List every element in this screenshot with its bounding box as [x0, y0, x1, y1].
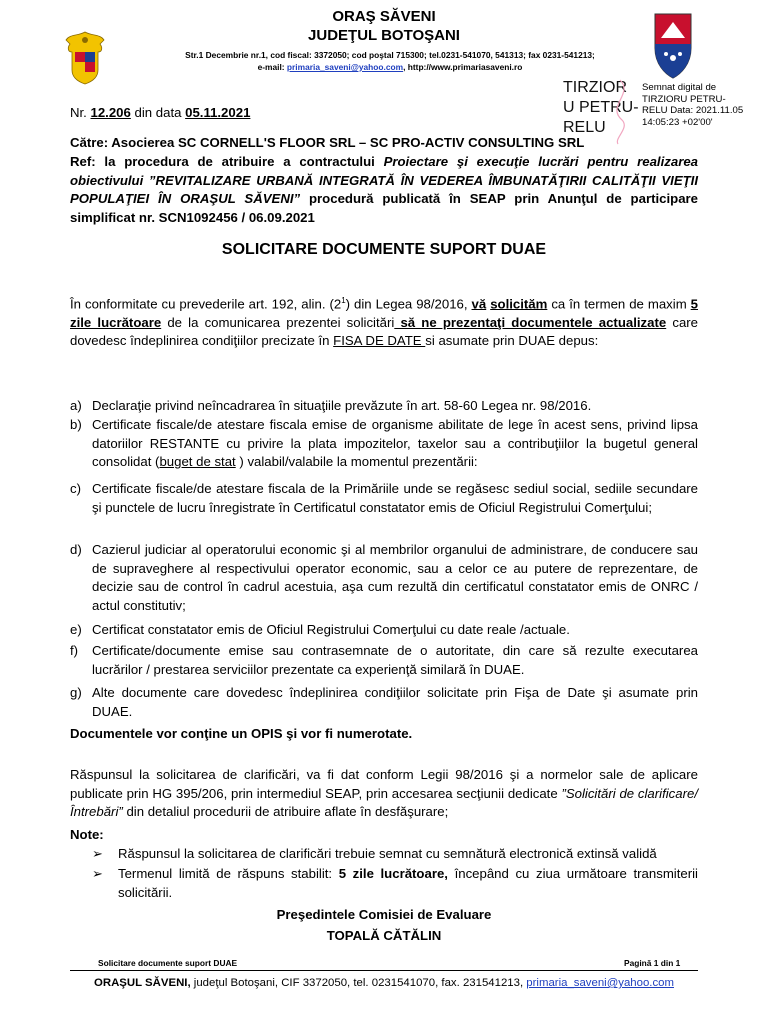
list-item-e: Certificat constatator emis de Oficiul Registrului Comerţului cu date reale /actuale. [92, 622, 570, 637]
registration-line [70, 104, 250, 122]
answer-tail: din detaliul procedurii de atribuire aflate în desfăşurare; [122, 804, 449, 819]
intro-text-4: de la comunicarea prezentei solicitări [161, 314, 395, 330]
date-label: din data [130, 105, 186, 120]
signature-swirl [600, 76, 640, 146]
city-name: ORAŞ SĂVENI [332, 8, 436, 25]
note-1-text: Răspunsul la solicitarea de clarificări trebuie semnat cu semnătură electronică extinsă validă [118, 846, 657, 861]
recipient-line: Către: Asocierea SC CORNELL'S FLOOR SRL – SC PRO-ACTIV CONSULTING SRL [70, 135, 585, 150]
registration-date: 05.11.2021 [185, 105, 251, 120]
note-2-tail: începând cu ziua următoare transmiterii solicitării. [118, 866, 698, 900]
email-label: e-mail: [257, 62, 287, 72]
answer-section: ”Solicitări de clarificare/ Întrebări” [70, 785, 698, 819]
footer-doc-name: Solicitare documente suport DUAE [98, 958, 238, 968]
signature-name-line2: U PETRU- [563, 99, 639, 116]
header-email-link[interactable]: primaria_saveni@yahoo.com [286, 62, 404, 72]
intro-fisa: FISA DE DATE [333, 333, 426, 349]
footer-org: ORAŞUL SĂVENI, [94, 977, 191, 989]
intro-emph-3: să ne prezentaţi documentele actualizate [394, 314, 667, 330]
footer-divider [70, 970, 698, 971]
contact-line [130, 62, 650, 72]
list-marker-e: e) [70, 622, 82, 637]
signature-name-line3: RELU [563, 119, 606, 136]
note-2-deadline: 5 zile lucrătoare, [338, 866, 448, 881]
arrow-bullet-icon: ➢ [92, 846, 103, 861]
list-item-f: Certificate/documente emise sau contrasemnate de o autoritate, din care să rezulte executarea lucrărilor / prestarea serviciilor prezentate ca experienţă similară în DUAE. [92, 643, 698, 677]
intro-text-5: care dovedesc îndeplinirea condiţiilor precizate în [70, 314, 699, 349]
list-marker-g: g) [70, 685, 82, 700]
footer-info [0, 977, 768, 989]
opis-note: Documentele vor conţine un OPIS şi vor fi numerotate. [70, 726, 413, 741]
registration-number: 12.206 [90, 105, 131, 120]
city-crest [651, 8, 695, 80]
list-marker-a: a) [70, 398, 82, 413]
reference-paragraph [70, 153, 698, 227]
signatory-role: Preşedintele Comisiei de Evaluare [276, 907, 492, 922]
answer-paragraph [70, 766, 698, 822]
list-item-b [92, 416, 698, 472]
footer-email-link[interactable]: primaria_saveni@yahoo.com [526, 977, 674, 989]
intro-superscript: 1 [341, 296, 346, 305]
ref-prefix: Ref: la procedura de atribuire a contractului [70, 154, 384, 169]
note-2-text: Termenul limită de răspuns stabilit: [118, 866, 339, 881]
intro-paragraph [70, 292, 698, 351]
footer-details: judeţul Botoşani, CIF 3372050, tel. 0231541070, fax. 231541213, [190, 977, 527, 989]
signature-name-line1: TIRZIOR [563, 79, 627, 96]
web-address: , http://www.primariasaveni.ro [403, 62, 523, 72]
intro-text-6: si asumate prin DUAE depus: [425, 333, 599, 349]
list-item-d: Cazierul judiciar al operatorului economic şi al membrilor organului de administrare, de conducere sau de supraveghere al respectivului operator economic, sau a celor ce au putere de reprezentare, de decizie sau de control în cadrul acestuia, aşa cum rezultă din certificatul constatator emis de ONRC / actul constitutiv; [92, 542, 698, 613]
intro-emph-2: solicităm [490, 296, 548, 312]
intro-deadline: 5 zile lucrătoare [70, 296, 699, 330]
list-item-b-tail: ) valabil/valabile la momentul prezentării: [235, 454, 478, 469]
ref-announcement: procedură publicată în SEAP prin Anunţul de participare simplificat nr. SCN1092456 / 06.09.2021 [70, 191, 698, 225]
list-marker-f: f) [70, 643, 79, 658]
list-item-g: Alte documente care dovedesc îndeplinirea condiţiilor solicitate prin Fişa de Date şi asumate prin DUAE. [92, 685, 698, 719]
signatory-name: TOPALĂ CĂTĂLIN [326, 928, 442, 943]
list-item-a: Declaraţie privind neîncadrarea în situaţiile prevăzute în art. 58-60 Legea nr. 98/2016. [92, 398, 592, 413]
nr-label: Nr. [70, 105, 91, 120]
address-line: Str.1 Decembrie nr.1, cod fiscal: 3372050; cod poştal 715300; tel.0231-541070, 541313; fax 0231-541213; [185, 50, 595, 60]
intro-text-3: ca în termen de maxim [547, 296, 691, 312]
footer-page-number: Pagină 1 din 1 [624, 958, 681, 968]
intro-text-2: ) din Legea 98/2016, [345, 296, 472, 312]
list-item-b-text: Certificate fiscale/de atestare fiscala emise de organisme abilitate de lege în acest sens, privind lipsa datoriilor RESTANTE cu privire la plata impozitelor, taxelor sau a contribuţiilor la bugetul general consolidat ( [92, 417, 698, 469]
signature-caption: Semnat digital de TIRZIORU PETRU-RELU Data: 2021.11.05 14:05:23 +02'00' [642, 82, 744, 128]
notes-label: Note: [70, 827, 104, 842]
list-marker-c: c) [70, 481, 81, 496]
intro-text-1: În conformitate cu prevederile art. 192, alin. (2 [70, 296, 342, 312]
list-item-c: Certificate fiscale/de atestare fiscala de la Primăriile unde se regăsesc sediul social, sediile secundare şi punctele de lucru înregistrate în Certificatul constatator emis de Oficiul Registrului Comerţului; [92, 481, 698, 515]
document-title: SOLICITARE DOCUMENTE SUPORT DUAE [221, 241, 547, 258]
list-marker-b: b) [70, 417, 82, 432]
list-item-b-emph: buget de stat [159, 454, 236, 469]
list-marker-d: d) [70, 542, 82, 557]
arrow-bullet-icon: ➢ [92, 866, 103, 881]
answer-text: Răspunsul la solicitarea de clarificări, va fi dat conform Legii 98/2016 şi a normelor sale de aplicare publicate prin HG 395/206, prin intermediul SEAP, prin accesarea secţiunii dedicate [70, 767, 698, 801]
ref-contract: Proiectare şi execuţie lucrări pentru realizarea obiectivului ”REVITALIZARE URBANĂ INTEGRATĂ ÎN VEDEREA ÎMBUNATĂŢIRII CALITĂŢII VIEŢII POPULAŢIEI ÎN ORAŞUL SĂVENI” [70, 154, 698, 206]
intro-emph-1: vă [471, 296, 487, 312]
county-name: JUDEŢUL BOTOŞANI [308, 27, 460, 44]
note-item-1 [118, 845, 698, 864]
note-item-2 [118, 865, 698, 902]
